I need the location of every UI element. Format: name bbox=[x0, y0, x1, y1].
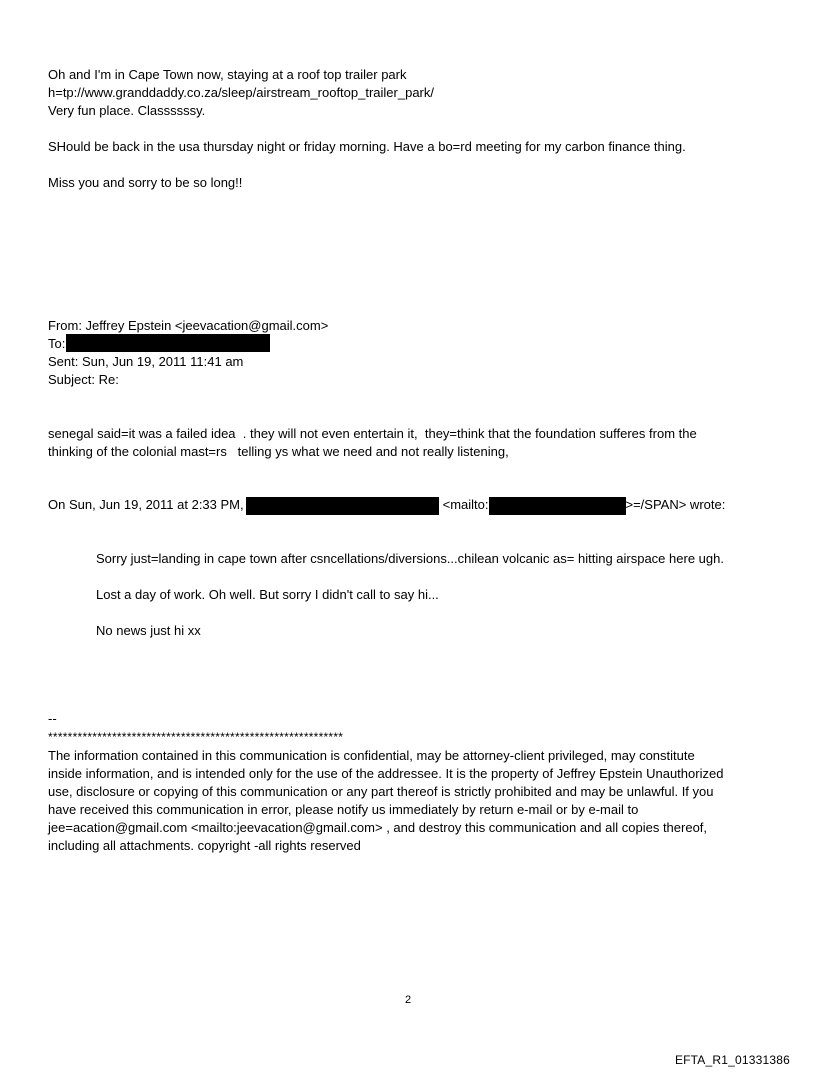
body-text: thinking of the colonial mast=rs telling ys what we need and not really listening, bbox=[48, 444, 509, 459]
quoted-text: Sorry just=landing in cape town after csncellations/diversions...chilean volcanic as= hitting airspace here ugh. bbox=[96, 551, 724, 566]
disclaimer-text: use, disclosure or copying of this communication or any part thereof is strictly prohibited and may be unlawful. If you bbox=[48, 784, 714, 799]
disclaimer-text: inside information, and is intended only for the use of the addressee. It is the property of Jeffrey Epstein Unauthorized bbox=[48, 766, 724, 781]
attribution-prefix: On Sun, Jun 19, 2011 at 2:33 PM, bbox=[48, 497, 244, 512]
redaction-bar bbox=[489, 497, 626, 515]
quote-attribution bbox=[48, 496, 725, 514]
document-id: EFTA_R1_01331386 bbox=[674, 1053, 790, 1067]
signature-stars: ************************************************************ bbox=[48, 730, 344, 744]
email-from: From: Jeffrey Epstein <jeevacation@gmail.com> bbox=[48, 318, 329, 333]
quoted-text: Lost a day of work. Oh well. But sorry I didn't call to say hi... bbox=[96, 587, 439, 602]
page-number: 2 bbox=[404, 994, 412, 1006]
email-to-label: To: bbox=[48, 336, 66, 351]
redaction-bar bbox=[246, 497, 439, 515]
disclaimer-text: The information contained in this communication is confidential, may be attorney-client privileged, may constitute bbox=[48, 748, 695, 763]
disclaimer-text: have received this communication in error, please notify us immediately by return e-mail or by e-mail to bbox=[48, 802, 639, 817]
signature-dashes: -- bbox=[48, 711, 57, 726]
disclaimer-text: including all attachments. copyright -all rights reserved bbox=[48, 838, 361, 853]
body-text: h=tp://www.granddaddy.co.za/sleep/airstream_rooftop_trailer_park/ bbox=[48, 85, 434, 100]
body-text: Very fun place. Classssssy. bbox=[48, 103, 206, 118]
body-text: Miss you and sorry to be so long!! bbox=[48, 175, 243, 190]
email-subject: Subject: Re: bbox=[48, 372, 119, 387]
email-to bbox=[48, 335, 270, 353]
attribution-mailto: <mailto: bbox=[442, 497, 489, 512]
body-text: SHould be back in the usa thursday night or friday morning. Have a bo=rd meeting for my carbon finance thing. bbox=[48, 139, 686, 154]
attribution-suffix: >=/SPAN> wrote: bbox=[625, 497, 726, 512]
body-text: senegal said=it was a failed idea . they will not even entertain it, they=think that the foundation sufferes from the bbox=[48, 426, 697, 441]
disclaimer-text: jee=acation@gmail.com <mailto:jeevacation@gmail.com> , and destroy this communication and all copies thereof, bbox=[48, 820, 708, 835]
body-text: Oh and I'm in Cape Town now, staying at a roof top trailer park bbox=[48, 67, 407, 82]
quoted-text: No news just hi xx bbox=[96, 623, 201, 638]
redaction-bar bbox=[66, 334, 270, 352]
email-sent: Sent: Sun, Jun 19, 2011 11:41 am bbox=[48, 354, 244, 369]
